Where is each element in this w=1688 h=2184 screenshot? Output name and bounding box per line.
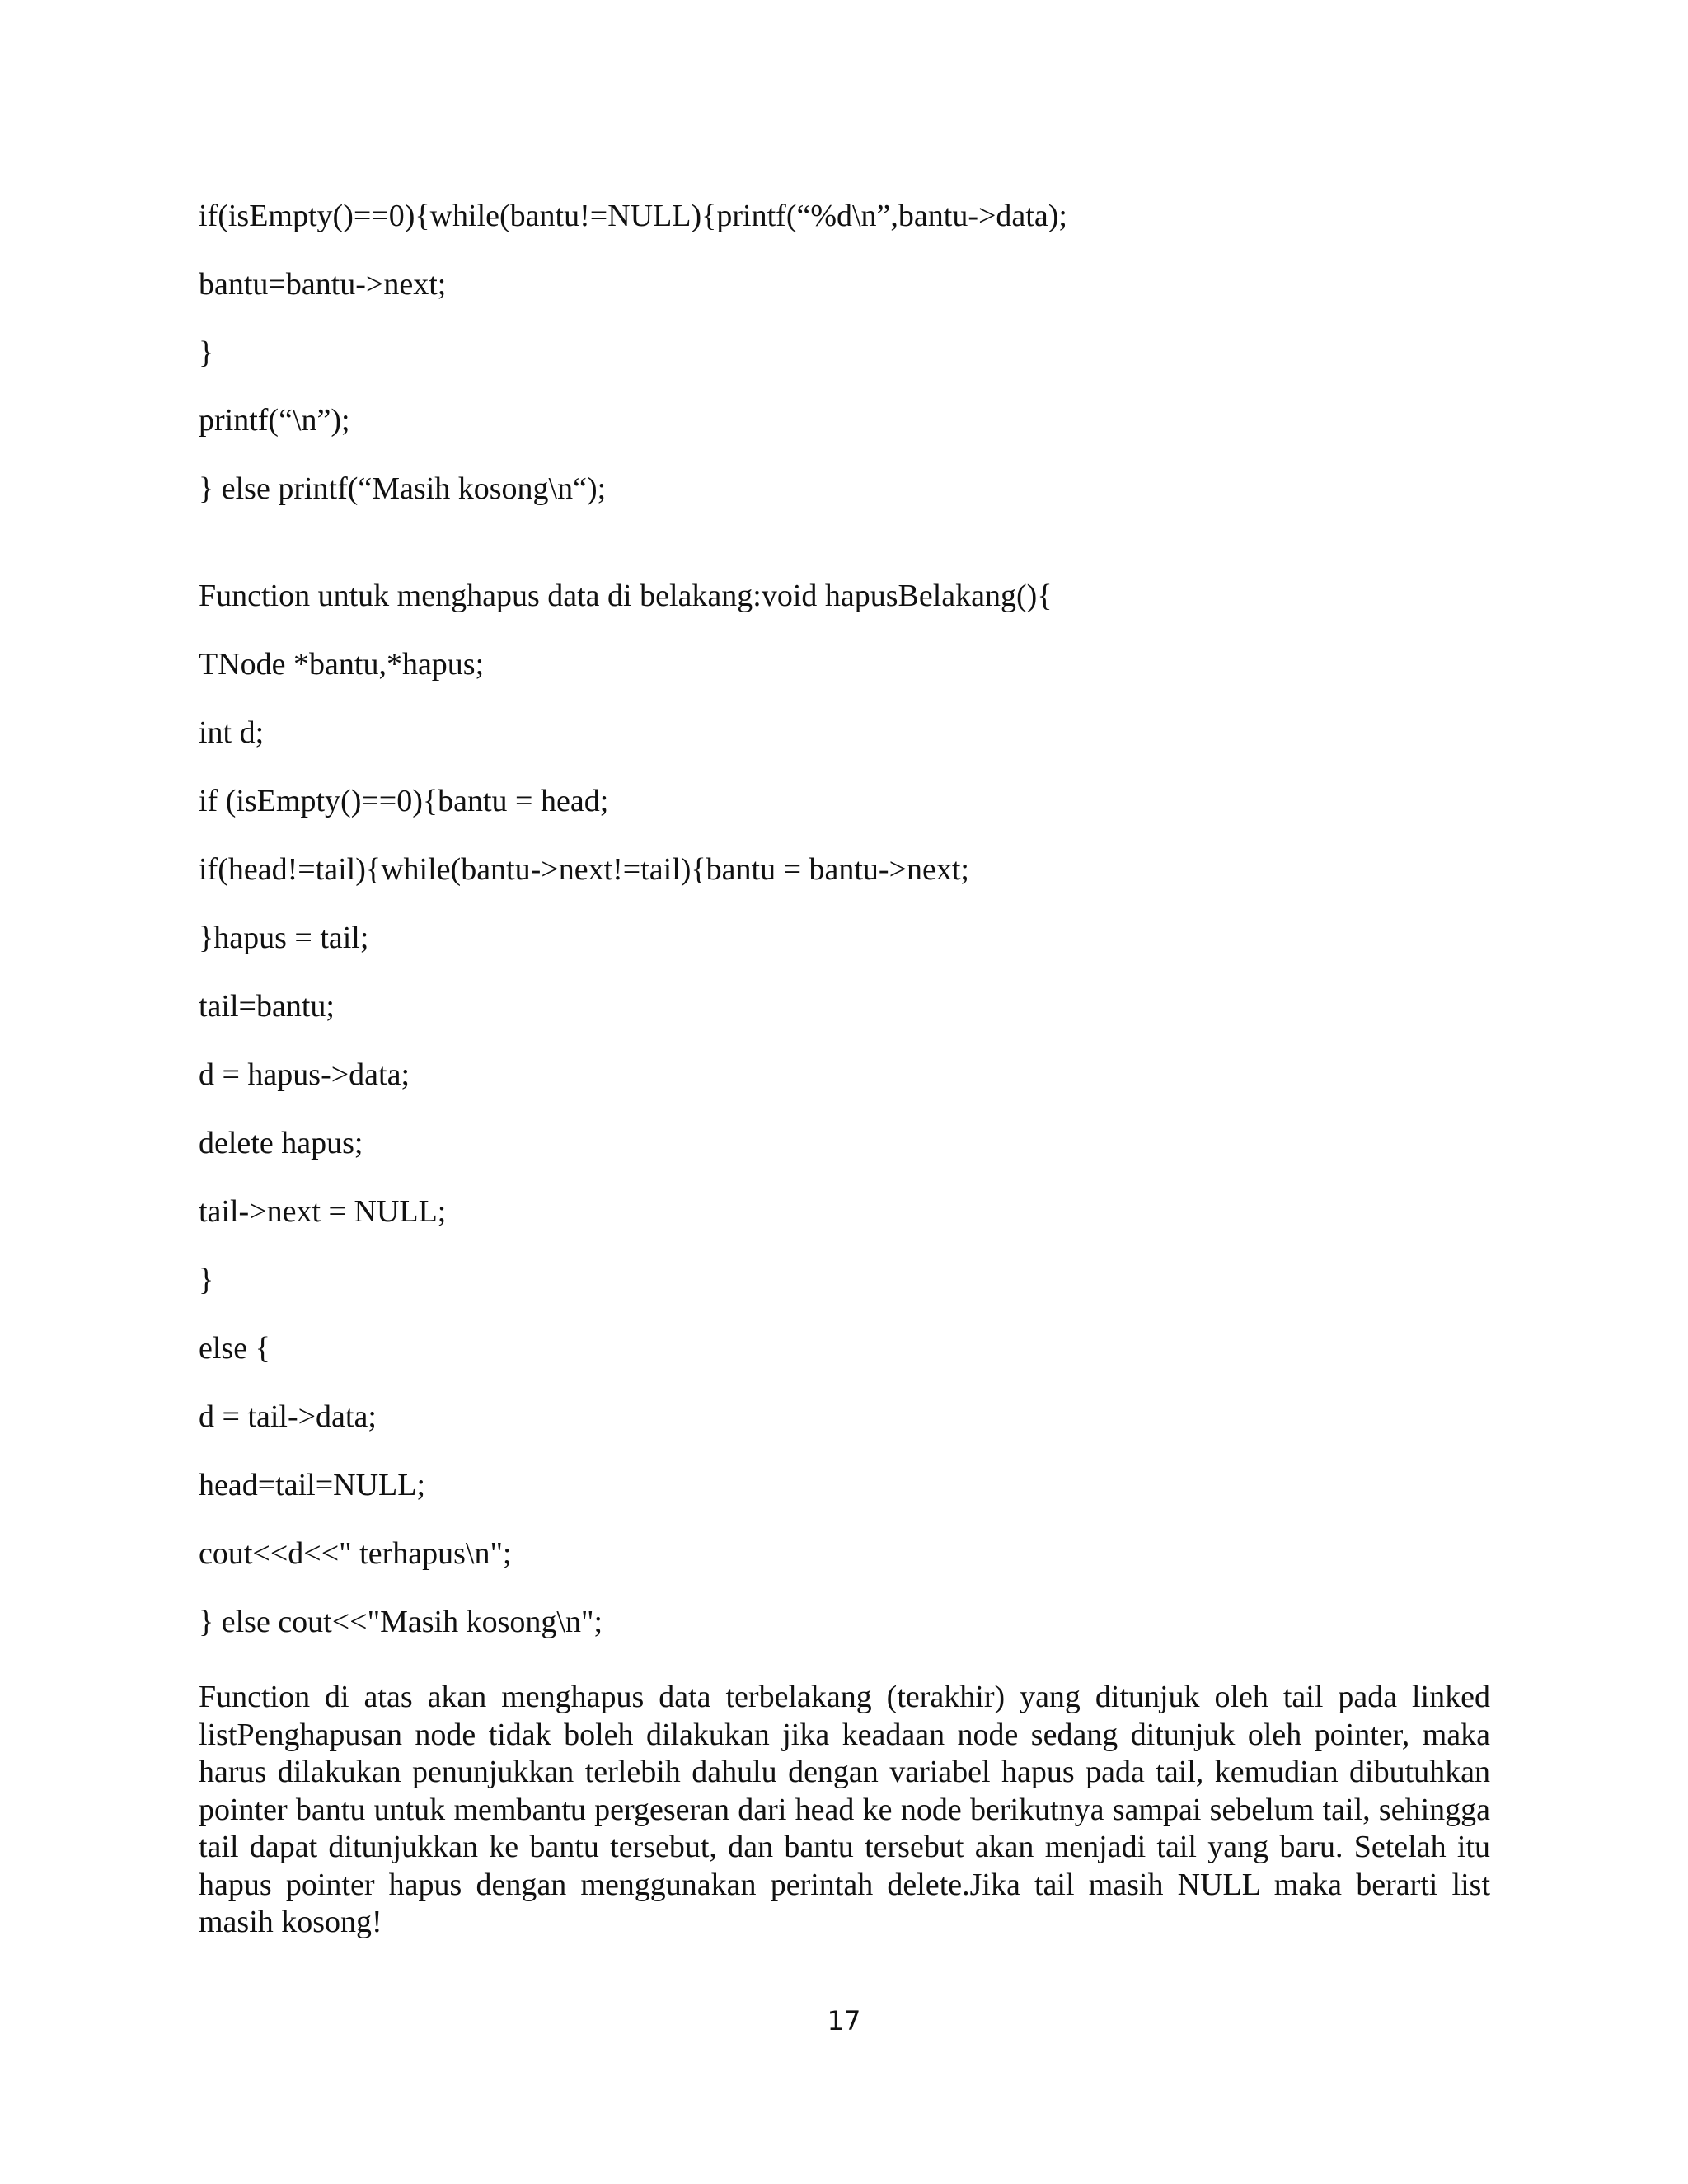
code-line: else {: [199, 1331, 270, 1366]
code-line: if (isEmpty()==0){bantu = head;: [199, 784, 609, 818]
function-heading-line: Function untuk menghapus data di belakang:void hapusBelakang(){: [199, 579, 1053, 613]
code-line: } else printf(“Masih kosong\n“);: [199, 471, 607, 506]
code-line: head=tail=NULL;: [199, 1468, 425, 1502]
code-line: tail->next = NULL;: [199, 1194, 447, 1229]
code-line: bantu=bantu->next;: [199, 267, 447, 302]
code-line: TNode *bantu,*hapus;: [199, 647, 485, 682]
code-line: tail=bantu;: [199, 989, 335, 1024]
code-line: int d;: [199, 715, 265, 750]
page-number: 17: [827, 2005, 861, 2036]
code-line: d = tail->data;: [199, 1399, 377, 1434]
code-line: d = hapus->data;: [199, 1057, 410, 1092]
code-line: } else cout<<"Masih kosong\n";: [199, 1605, 603, 1639]
code-line: }: [199, 335, 214, 370]
code-line: cout<<d<<" terhapus\n";: [199, 1536, 512, 1571]
code-line: delete hapus;: [199, 1126, 363, 1160]
code-line: printf(“\n”);: [199, 403, 350, 438]
code-line: }: [199, 1263, 214, 1297]
code-line: if(isEmpty()==0){while(bantu!=NULL){printf(“%d\n”,bantu->data);: [199, 199, 1067, 233]
code-line: if(head!=tail){while(bantu->next!=tail){bantu = bantu->next;: [199, 852, 969, 887]
code-line: }hapus = tail;: [199, 921, 369, 955]
explanation-paragraph: Function di atas akan menghapus data terbelakang (terakhir) yang ditunjuk oleh tail pada linked listPenghapusan node tidak boleh dilakukan jika keadaan node sedang ditunjuk oleh pointer, maka harus dilakukan penunjukkan terlebih dahulu dengan variabel hapus pada tail, kemudian dibutuhkan pointer bantu untuk membantu pergeseran dari head ke node berikutnya sampai sebelum tail, sehingga tail dapat ditunjukkan ke bantu tersebut, dan bantu tersebut akan menjadi tail yang baru. Setelah itu hapus pointer hapus dengan menggunakan perintah delete.Jika tail masih NULL maka berarti list masih kosong!: [199, 1680, 1490, 1939]
